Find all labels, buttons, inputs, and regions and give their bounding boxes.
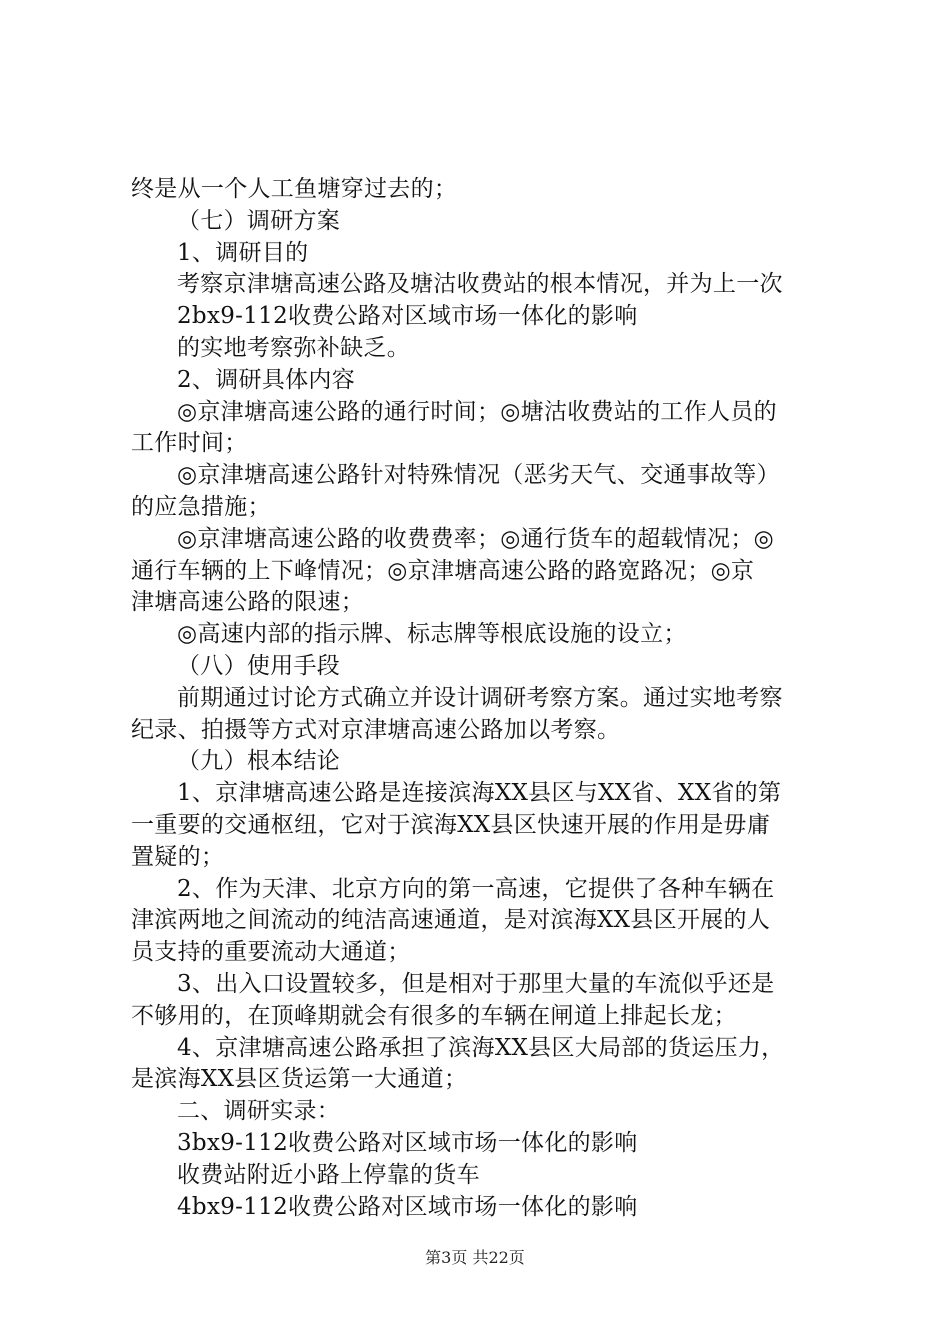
text-line: 收费站附近小路上停靠的货车	[177, 1161, 480, 1188]
subsection-heading: 2、调研具体内容	[177, 366, 356, 393]
text-line: 的实地考察弥补缺乏。	[177, 334, 410, 361]
text-line: 工作时间；	[131, 430, 248, 457]
text-line: 4、京津塘高速公路承担了滨海XX县区大局部的货运压力，	[177, 1034, 785, 1061]
text-line: 一重要的交通枢纽，它对于滨海XX县区快速开展的作用是毋庸	[131, 811, 771, 838]
text-line: ◎京津塘高速公路的收费费率；◎通行货车的超载情况；◎	[177, 525, 775, 552]
text-line: 2bx9-112收费公路对区域市场一体化的影响	[177, 303, 638, 330]
text-line: 的应急措施；	[131, 493, 271, 520]
text-line: 前期通过讨论方式确立并设计调研考察方案。通过实地考察	[177, 684, 783, 711]
subsection-heading: 1、调研目的	[177, 239, 309, 266]
text-line: 1、京津塘高速公路是连接滨海XX县区与XX省、XX省的第	[177, 780, 782, 807]
text-line: 纪录、拍摄等方式对京津塘高速公路加以考察。	[131, 716, 621, 743]
document-body	[131, 174, 831, 1223]
text-line: ◎京津塘高速公路的通行时间；◎塘沽收费站的工作人员的	[177, 398, 777, 425]
text-line: 是滨海XX县区货运第一大通道；	[131, 1066, 468, 1093]
text-line: 3、出入口设置较多，但是相对于那里大量的车流似乎还是	[177, 970, 775, 997]
text-line: 3bx9-112收费公路对区域市场一体化的影响	[177, 1129, 638, 1156]
text-line: 不够用的，在顶峰期就会有很多的车辆在闸道上排起长龙；	[131, 1002, 737, 1029]
text-line: 通行车辆的上下峰情况；◎京津塘高速公路的路宽路况；◎京	[131, 557, 755, 584]
text-line: 津塘高速公路的限速；	[131, 589, 364, 616]
text-line: 津滨两地之间流动的纯洁高速通道，是对滨海XX县区开展的人	[131, 907, 771, 934]
section-heading: 二、调研实录：	[177, 1098, 341, 1125]
section-heading: （九）根本结论	[177, 748, 341, 775]
text-line: 员支持的重要流动大通道；	[131, 939, 411, 966]
text-line: 2、作为天津、北京方向的第一高速，它提供了各种车辆在	[177, 875, 775, 902]
page-number-footer: 第3页 共22页	[425, 1248, 525, 1267]
text-line: 4bx9-112收费公路对区域市场一体化的影响	[177, 1193, 638, 1220]
text-line: ◎高速内部的指示牌、标志牌等根底设施的设立；	[177, 621, 687, 648]
section-heading: （八）使用手段	[177, 652, 341, 679]
text-line: 置疑的；	[131, 843, 225, 870]
text-line: 终是从一个人工鱼塘穿过去的；	[131, 176, 458, 202]
text-line: ◎京津塘高速公路针对特殊情况（恶劣天气、交通事故等）	[177, 462, 780, 489]
text-line: 考察京津塘高速公路及塘沽收费站的根本情况，并为上一次	[177, 271, 783, 298]
section-heading: （七）调研方案	[177, 207, 341, 234]
